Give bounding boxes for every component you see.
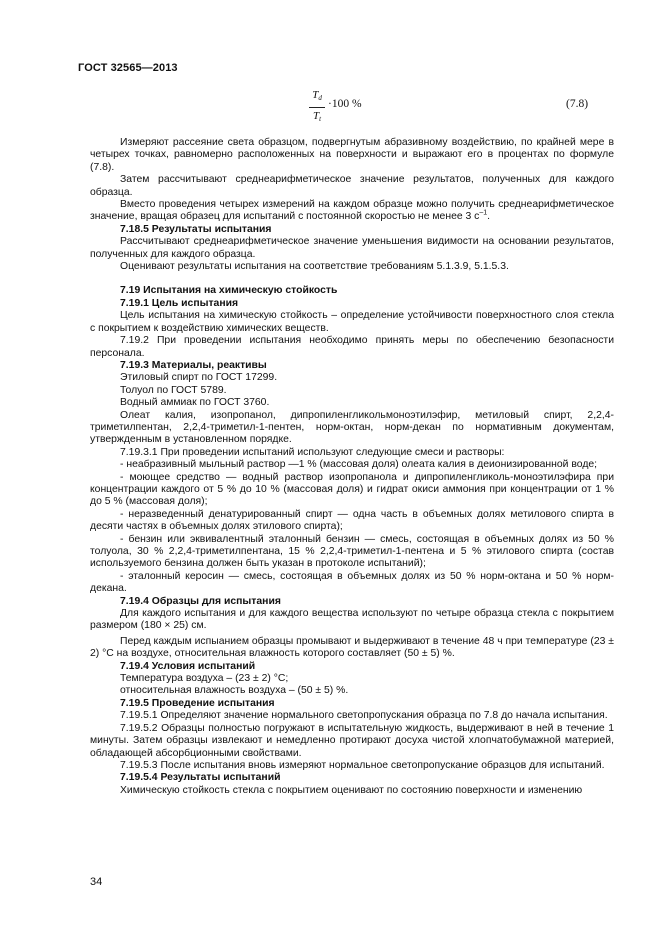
document-header: ГОСТ 32565—2013 [78, 62, 178, 74]
section-heading: 7.19 Испытания на химическую стойкость [120, 285, 338, 297]
paragraph: Оценивают результаты испытания на соответствие требованиям 5.1.3.9, 5.1.5.3. [120, 261, 509, 273]
paragraph: Затем рассчитывают среднеарифметическое значение результатов, полученных для каждого образца. [90, 174, 614, 198]
list-item: - эталонный керосин — смесь, состоящая в объемных долях из 50 % норм-октана и 50 % норм-декана. [90, 570, 614, 595]
paragraph: Измеряют рассеяние света образцом, подвергнутым абразивному воздействию, по крайней мере в четырех точках, равномерно расположенных на поверхности и выражают его в процентах по формуле (7.8). [90, 137, 614, 173]
paragraph: 7.19.5.1 Определяют значение нормального светопропускания образца по 7.8 до начала испытания. [120, 710, 608, 722]
paragraph: 7.19.5.3 После испытания вновь измеряют нормальное светопропускание образцов для испытаний. [120, 759, 605, 771]
list-item: - бензин или эквивалентный эталонный бензин — смесь, состоящая в объемных долях из 50 % толуола, 30 % 2,2,4-триметилпентана, 15 % 2,2,4-триметил-1-пентена и 5 % этилового спирта (состав используемого бензина должен быть указан в протоколе испытаний); [90, 533, 614, 570]
paragraph: Химическую стойкость стекла с покрытием оценивают по состоянию поверхности и изменению [120, 784, 583, 796]
formula-denominator: $T_t$ [312, 110, 322, 123]
section-heading: 7.19.3 Материалы, реактивы [120, 359, 267, 371]
paragraph: Температура воздуха – (23 ± 2) °С; [120, 673, 289, 685]
list-item: - неразведенный денатурированный спирт — одна часть в объемных долях метилового спирта в десяти частях в объемных долях этилового спирта); [90, 508, 614, 533]
paragraph: Вместо проведения четырех измерений на каждом образце можно получить среднеарифметическое значение, вращая образец для испытаний с постоянной скоростью не менее 3 $с^{-1}$. [90, 199, 614, 223]
paragraph: Рассчитывают среднеарифметическое значение уменьшения видимости на основании результатов, полученных для каждого образца. [90, 236, 614, 260]
page-number: 34 [90, 876, 103, 888]
paragraph: Водный аммиак по ГОСТ 3760. [120, 397, 270, 409]
formula-multiplier: ·100 % [328, 98, 362, 110]
paragraph: 7.19.2 При проведении испытания необходимо принять меры по обеспечению безопасности персонала. [90, 335, 614, 359]
list-item: - моющее средство — водный раствор изопропанола и дипропиленгликоль-моноэтилэфира при концентрации каждого от 5 % до 10 % (массовая доля) и гидрат окиси аммония при концентрации от 1 % до 5 % (массовая доля); [90, 471, 614, 508]
list-item: - неабразивный мыльный раствор —1 % (массовая доля) олеата калия в деионизированной воде; [120, 459, 598, 471]
section-heading: 7.19.5 Проведение испытания [120, 697, 275, 709]
section-heading: 7.19.4 Условия испытаний [120, 660, 256, 672]
paragraph: Олеат калия, изопропанол, дипропиленгликольмоноэтилэфир, метиловый спирт, 2,2,4-триметилпентан, 2,2,4-триметил-1-пентен, норм-октан, норм-декан по нормативным документам, утвержденным в установленном порядке. [90, 409, 614, 446]
formula-numerator: $T_d$ [312, 89, 322, 102]
section-heading: 7.19.5.4 Результаты испытаний [120, 772, 281, 784]
paragraph: 7.19.5.2 Образцы полностью погружают в испытательную жидкость, выдерживают в ней в течение 1 минуты. Затем образцы извлекают и немедленно протирают досуха чистой хлопчатобумажной материей, обладающей абсорбционными свойствами. [90, 722, 614, 759]
paragraph: Этиловый спирт по ГОСТ 17299. [120, 372, 278, 384]
paragraph: относительная влажность воздуха – (50 ± 5) %. [120, 685, 349, 697]
section-heading: 7.19.4 Образцы для испытания [120, 595, 281, 607]
paragraph: Толуол по ГОСТ 5789. [120, 384, 227, 396]
fraction-bar [309, 107, 325, 108]
formula-number: (7.8) [566, 98, 589, 110]
section-heading: 7.18.5 Результаты испытания [120, 223, 272, 235]
paragraph: Для каждого испытания и для каждого вещества используют по четыре образца стекла с покрытием размером (180 × 25) см. [90, 608, 614, 632]
page-body [90, 137, 614, 797]
paragraph: Цель испытания на химическую стойкость – определение устойчивости поверхностного слоя стекла с покрытием к воздействию химических веществ. [90, 310, 614, 334]
paragraph: Перед каждым испыанием образцы промывают и выдерживают в течение 48 ч при температуре (23 ± 2) °С на воздухе, относительная влажность которого составляет (50 ± 5) %. [90, 635, 614, 660]
section-heading: 7.19.1 Цель испытания [120, 297, 239, 309]
paragraph: 7.19.3.1 При проведении испытаний используют следующие смеси и растворы: [120, 446, 505, 458]
formula-7-8 [0, 88, 661, 128]
formula-fraction [309, 88, 325, 126]
